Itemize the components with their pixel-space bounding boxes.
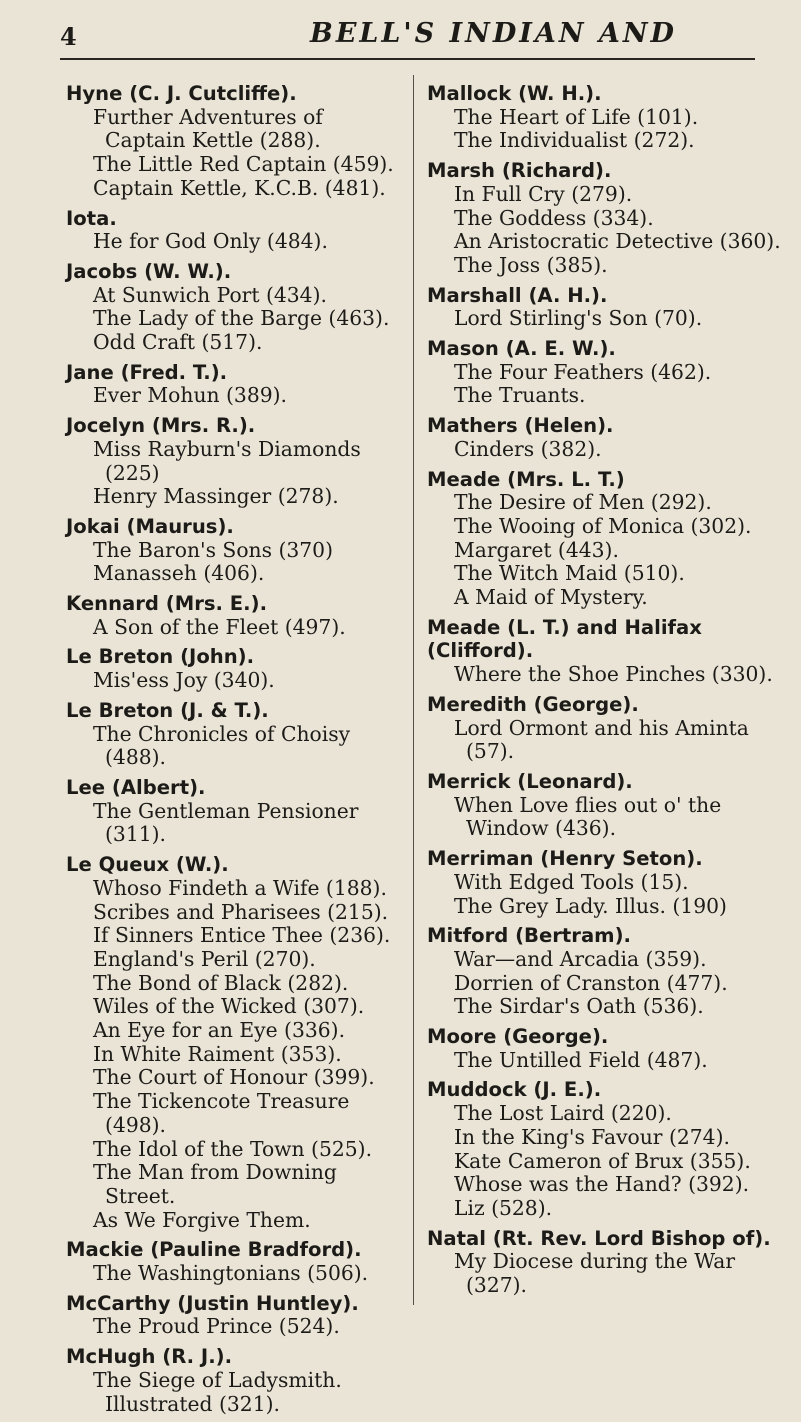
book-title: The Chronicles of Choisy (488). xyxy=(93,721,351,770)
catalogue-entry xyxy=(66,260,406,355)
book-title: Cinders (382). xyxy=(454,436,602,461)
book-title: The Proud Prince (524). xyxy=(93,1314,340,1339)
book-title: England's Peril (270). xyxy=(93,946,316,971)
catalogue-entry xyxy=(427,1025,795,1072)
book-title: War—and Arcadia (359). xyxy=(454,946,707,971)
author-name: Jane (Fred. T.). xyxy=(66,360,228,384)
author-name: Meade (Mrs. L. T.) xyxy=(427,467,625,491)
book-title: The Wooing of Monica (302). xyxy=(454,513,752,538)
author-name: Muddock (J. E.). xyxy=(427,1078,602,1102)
book-title: Liz (528). xyxy=(454,1195,553,1220)
catalogue-entry xyxy=(66,207,406,254)
author-name: Lee (Albert). xyxy=(66,775,206,799)
book-title: Scribes and Pharisees (215). xyxy=(93,899,389,924)
book-title: The Sirdar's Oath (536). xyxy=(454,994,704,1019)
catalogue-entry xyxy=(427,159,795,278)
catalogue-entry xyxy=(427,284,795,331)
book-title: The Grey Lady. Illus. (190) xyxy=(454,893,727,918)
book-title: The Court of Honour (399). xyxy=(93,1065,375,1090)
book-title: With Edged Tools (15). xyxy=(454,869,689,894)
catalogue-entry xyxy=(66,82,406,201)
right-column xyxy=(427,82,795,1304)
book-title: The Lady of the Barge (463). xyxy=(93,306,390,331)
book-title: Odd Craft (517). xyxy=(93,330,263,355)
author-name: Mallock (W. H.). xyxy=(427,82,602,105)
book-title: Kate Cameron of Brux (355). xyxy=(454,1148,751,1173)
author-name: Mathers (Helen). xyxy=(427,414,614,438)
catalogue-entry xyxy=(427,847,795,918)
catalogue-entry xyxy=(66,414,406,509)
book-title: The Siege of Ladysmith. Illustrated (321). xyxy=(93,1367,342,1416)
author-name: Moore (George). xyxy=(427,1025,609,1049)
book-title: My Diocese during the War (327). xyxy=(454,1249,736,1298)
book-title: The Individualist (272). xyxy=(454,128,695,153)
book-title: Wiles of the Wicked (307). xyxy=(93,994,365,1019)
author-name: Merriman (Henry Seton). xyxy=(427,847,703,871)
book-title: A Maid of Mystery. xyxy=(454,585,648,610)
left-column xyxy=(66,82,406,1422)
catalogue-entry xyxy=(427,468,795,610)
book-title: The Witch Maid (510). xyxy=(454,561,685,586)
author-name: Le Queux (W.). xyxy=(66,853,229,877)
catalogue-entry xyxy=(66,592,406,639)
book-title: The Desire of Men (292). xyxy=(454,490,712,515)
author-name: Kennard (Mrs. E.). xyxy=(66,592,268,616)
book-title: In the King's Favour (274). xyxy=(454,1124,730,1149)
catalogue-entry xyxy=(66,515,406,586)
book-title: The Gentleman Pensioner (311). xyxy=(93,798,359,847)
author-name: Le Breton (John). xyxy=(66,645,255,669)
author-name: Iota. xyxy=(66,206,117,230)
book-title: An Aristocratic Detective (360). xyxy=(454,229,781,254)
author-name: Natal (Rt. Rev. Lord Bishop of). xyxy=(427,1226,771,1250)
book-title: Whose was the Hand? (392). xyxy=(454,1172,750,1197)
author-name: Mackie (Pauline Bradford). xyxy=(66,1238,362,1262)
catalogue-entry xyxy=(66,699,406,770)
book-title: Captain Kettle, K.C.B. (481). xyxy=(93,175,386,200)
author-name: Meade (L. T.) and Halifax (Clifford). xyxy=(427,615,702,663)
book-title: The Joss (385). xyxy=(454,252,608,277)
author-name: Le Breton (J. & T.). xyxy=(66,698,269,722)
book-title: When Love flies out o' the Window (436). xyxy=(454,792,722,841)
book-title: He for God Only (484). xyxy=(93,229,328,254)
book-title: At Sunwich Port (434). xyxy=(93,282,327,307)
book-title: The Untilled Field (487). xyxy=(454,1047,708,1072)
book-title: A Son of the Fleet (497). xyxy=(93,614,346,639)
book-title: The Little Red Captain (459). xyxy=(93,152,394,177)
column-divider xyxy=(413,75,414,1305)
book-title: In Full Cry (279). xyxy=(454,181,633,206)
author-name: Mason (A. E. W.). xyxy=(427,337,616,361)
catalogue-entry xyxy=(427,82,795,153)
book-title: Whoso Findeth a Wife (188). xyxy=(93,875,387,900)
catalogue-entry xyxy=(66,645,406,692)
catalogue-entry xyxy=(66,361,406,408)
book-title: Manasseh (406). xyxy=(93,561,265,586)
book-title: Lord Stirling's Son (70). xyxy=(454,306,703,331)
book-title: Ever Mohun (389). xyxy=(93,383,287,408)
page-number: 4 xyxy=(60,22,77,51)
catalogue-entry xyxy=(427,337,795,408)
catalogue-entry xyxy=(66,1292,406,1339)
author-name: McCarthy (Justin Huntley). xyxy=(66,1291,359,1315)
author-name: Jocelyn (Mrs. R.). xyxy=(66,414,256,438)
book-title: Mis'ess Joy (340). xyxy=(93,668,275,693)
book-title: The Four Feathers (462). xyxy=(454,359,712,384)
book-title: Where the Shoe Pinches (330). xyxy=(454,662,773,687)
book-title: Lord Ormont and his Aminta (57). xyxy=(454,715,749,764)
running-title: BELL'S INDIAN AND xyxy=(310,18,677,49)
book-title: Dorrien of Cranston (477). xyxy=(454,970,728,995)
author-name: Jacobs (W. W.). xyxy=(66,259,232,283)
author-name: Jokai (Maurus). xyxy=(66,514,234,538)
catalogue-entry xyxy=(427,1227,795,1298)
catalogue-entry xyxy=(427,770,795,841)
author-name: Merrick (Leonard). xyxy=(427,769,633,793)
book-title: If Sinners Entice Thee (236). xyxy=(93,923,391,948)
book-title: Margaret (443). xyxy=(454,537,619,562)
book-title: The Man from Downing Street. xyxy=(93,1160,337,1208)
catalogue-entry xyxy=(427,616,795,687)
book-title: The Bond of Black (282). xyxy=(93,970,349,995)
header-rule xyxy=(60,58,755,60)
book-title: The Goddess (334). xyxy=(454,205,654,230)
catalogue-entry xyxy=(427,1078,795,1220)
book-title: The Tickencote Treasure (498). xyxy=(93,1089,350,1137)
book-title: Henry Massinger (278). xyxy=(93,484,339,509)
author-name: Marshall (A. H.). xyxy=(427,283,608,307)
book-title: The Washingtonians (506). xyxy=(93,1261,369,1286)
book-title: Further Adventures of Captain Kettle (288). xyxy=(93,104,323,153)
author-name: Hyne (C. J. Cutcliffe). xyxy=(66,82,297,105)
page-header xyxy=(60,18,750,58)
book-title: Miss Rayburn's Diamonds (225) xyxy=(93,436,361,485)
author-name: McHugh (R. J.). xyxy=(66,1345,233,1369)
book-title: In White Raiment (353). xyxy=(93,1041,342,1066)
book-title: The Idol of the Town (525). xyxy=(93,1136,373,1161)
catalogue-entry xyxy=(66,776,406,847)
book-title: The Heart of Life (101). xyxy=(454,104,699,129)
book-title: The Lost Laird (220). xyxy=(454,1101,672,1126)
author-name: Meredith (George). xyxy=(427,692,639,716)
catalogue-entry xyxy=(427,414,795,461)
catalogue-entry xyxy=(427,924,795,1019)
author-name: Marsh (Richard). xyxy=(427,159,612,183)
book-title: An Eye for an Eye (336). xyxy=(93,1018,346,1043)
book-title: As We Forgive Them. xyxy=(93,1207,311,1232)
catalogue-entry xyxy=(427,693,795,764)
catalogue-entry xyxy=(66,853,406,1232)
book-title: The Truants. xyxy=(454,383,586,408)
book-title: The Baron's Sons (370) xyxy=(93,537,333,562)
catalogue-entry xyxy=(66,1345,406,1416)
catalogue-entry xyxy=(66,1238,406,1285)
author-name: Mitford (Bertram). xyxy=(427,924,631,948)
